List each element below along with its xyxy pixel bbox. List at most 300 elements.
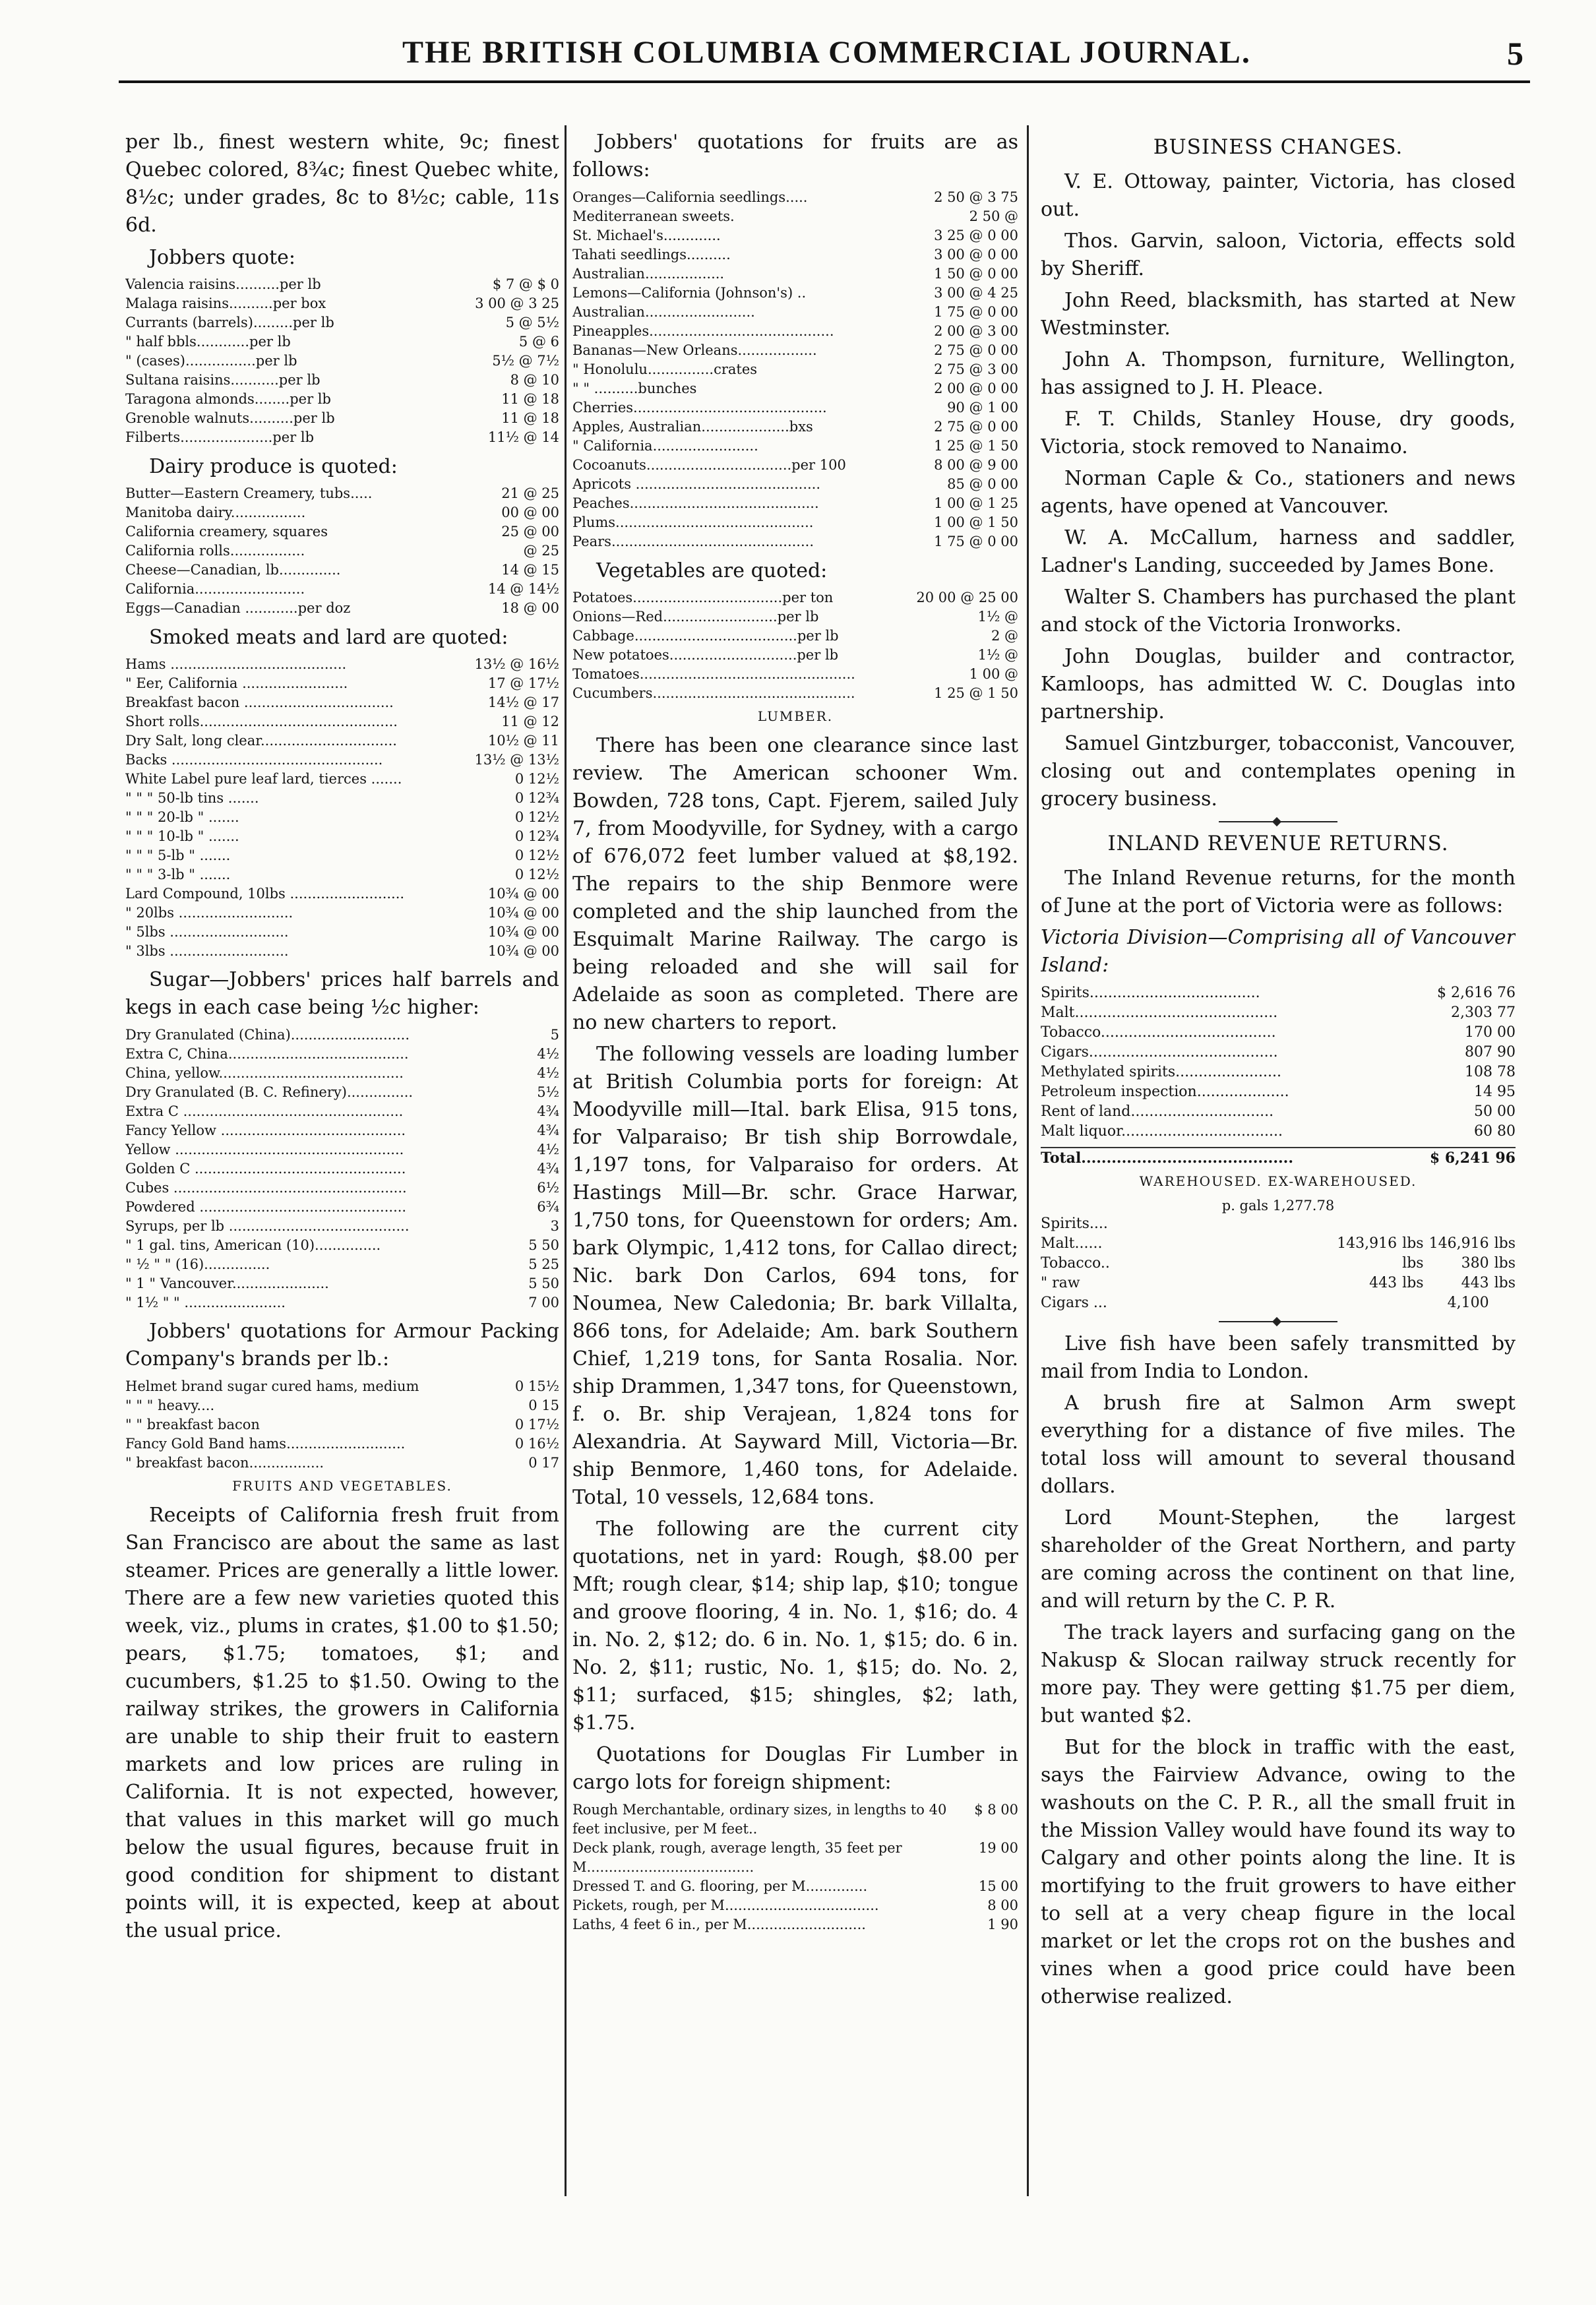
item-value: 0 12¾ — [514, 828, 559, 844]
business-changes-list — [1041, 168, 1516, 813]
table-row — [125, 313, 559, 332]
table-row — [572, 398, 1018, 417]
item-value: 4½ — [537, 1065, 559, 1081]
item-value: 14½ @ 17 — [487, 694, 559, 710]
table-row — [125, 846, 559, 865]
item-value — [1332, 1214, 1397, 1234]
lumber-heading: LUMBER. — [757, 708, 834, 724]
table-row — [125, 923, 559, 942]
item-label: " " breakfast bacon — [125, 1417, 260, 1432]
item-value: 10¾ @ 00 — [487, 905, 559, 921]
item-value: 3 00 @ 4 25 — [934, 285, 1018, 301]
column-rule-2 — [1027, 125, 1029, 2196]
table-row — [125, 693, 559, 712]
table-row — [125, 1159, 559, 1179]
item-value: 60 80 — [1474, 1123, 1516, 1140]
lumber-paragraph-1: There has been one clearance since last review. The American schooner Wm. Bowden, 728 tons, Capt. Fjerem, sailed July 7, from Moodyville, for Sydney, with a cargo of 676,072 feet lumber valued at $8,192. The repairs to the ship Benmore were completed and the ship launched from the Esquimalt Marine Railway. The cargo is being reloaded and she will sail for Adelaide as soon as completed. There are no new charters to report. — [572, 734, 1018, 1034]
fruit-quotations-intro: Jobbers' quotations for fruits are as follows: — [572, 131, 1018, 181]
item-label: Tomatoes................................................. — [572, 666, 855, 682]
item-value: 4½ — [537, 1046, 559, 1062]
item-value: 1½ @ — [977, 609, 1018, 625]
item-label: Plums............................................. — [572, 514, 814, 530]
item-value: 5 — [550, 1027, 559, 1043]
item-label: Australian.................. — [572, 266, 725, 282]
item-label: Peaches........................................... — [572, 495, 819, 511]
item-value: 1½ @ — [977, 647, 1018, 663]
news-paragraph: Live fish have been safely transmitted by mail from India to London. — [1041, 1332, 1516, 1383]
item-value: 1 75 @ 0 00 — [934, 304, 1018, 320]
item-label: Breakfast bacon .................................. — [125, 694, 394, 710]
item-value: 11 @ 18 — [501, 391, 559, 407]
item-value: 0 12½ — [514, 867, 559, 882]
table-row — [125, 1454, 559, 1473]
item-label: Lard Compound, 10lbs .......................... — [125, 886, 405, 902]
item-value: 1 90 — [987, 1917, 1018, 1932]
item-value: 0 12½ — [514, 771, 559, 787]
table-row — [572, 1839, 1018, 1877]
item-label: White Label pure leaf lard, tierces ....... — [125, 771, 402, 787]
item-value: 2 50 @ 3 75 — [934, 189, 1018, 205]
item-value: lbs — [1494, 1255, 1516, 1272]
item-label: Taragona almonds........per lb — [125, 391, 331, 407]
item-value: 2 00 @ 3 00 — [934, 323, 1018, 339]
item-label: " 3lbs ........................... — [125, 943, 289, 959]
item-value: 0 12½ — [514, 809, 559, 825]
table-row — [125, 428, 559, 447]
table-row — [125, 1045, 559, 1064]
item-value: 1 25 @ 1 50 — [934, 685, 1018, 701]
table-row — [125, 371, 559, 390]
meats-heading: Smoked meats and lard are quoted: — [149, 626, 508, 649]
item-value: 0 16½ — [514, 1436, 559, 1452]
news-paragraph: V. E. Ottoway, painter, Victoria, has closed out. — [1041, 170, 1516, 221]
table-row — [125, 1415, 559, 1434]
item-value: lbs — [1402, 1255, 1424, 1272]
item-value: 8 @ 10 — [510, 372, 559, 388]
item-value: 2 @ — [991, 628, 1018, 644]
fruits-vegetables-heading: FRUITS AND VEGETABLES. — [232, 1478, 452, 1494]
item-value: 15 00 — [978, 1878, 1018, 1894]
item-value: 3 25 @ 0 00 — [934, 228, 1018, 243]
table-row — [1041, 1122, 1516, 1142]
item-label: Syrups, per lb ......................................... — [125, 1218, 410, 1234]
news-paragraph: John A. Thompson, furniture, Wellington, has assigned to J. H. Pleace. — [1041, 348, 1516, 399]
table-row — [572, 226, 1018, 245]
item-value: 10¾ @ 00 — [487, 924, 559, 940]
table-row — [572, 341, 1018, 360]
table-row — [125, 1236, 559, 1255]
table-row — [125, 770, 559, 789]
item-value: 50 00 — [1474, 1103, 1516, 1120]
item-value: 5½ @ 7½ — [492, 353, 559, 369]
item-label: " " " 20-lb " ....... — [125, 809, 239, 825]
item-label: Potatoes..................................per ton — [572, 590, 834, 605]
table-row — [1041, 1254, 1516, 1274]
item-label: " " " heavy.... — [125, 1398, 215, 1413]
item-label: " 1 " Vancouver...................... — [125, 1275, 329, 1291]
item-label: " raw — [1041, 1275, 1080, 1291]
item-value: 807 90 — [1465, 1044, 1516, 1060]
table-row — [125, 1064, 559, 1083]
column-right — [1041, 129, 1516, 2015]
item-label: Valencia raisins..........per lb — [125, 276, 321, 292]
item-label: " ½ " " (16)............... — [125, 1256, 270, 1272]
fir-lumber-table — [572, 1800, 1018, 1934]
cheese-intro: per lb., finest western white, 9c; finest Quebec colored, 8¾c; finest Quebec white, 8½c; under grades, 8c to 8½c; cable, 11s 6d. — [125, 131, 559, 237]
item-value: 1 00 @ — [969, 666, 1018, 682]
vegetables-heading: Vegetables are quoted: — [596, 559, 828, 582]
sugar-heading: Sugar—Jobbers' prices half barrels and kegs in each case being ½c higher: — [125, 968, 559, 1019]
vegetables-table — [572, 588, 1018, 703]
item-label: " " " 3-lb " ....... — [125, 867, 231, 882]
item-value: 1 00 @ 1 50 — [934, 514, 1018, 530]
item-label: Dry Granulated (China)........................... — [125, 1027, 410, 1043]
item-label: China, yellow.......................................... — [125, 1065, 404, 1081]
item-label: Cherries............................................ — [572, 400, 827, 415]
item-value: 443 — [1461, 1275, 1489, 1291]
item-label: Cabbage.....................................per lb — [572, 628, 839, 644]
table-row — [125, 731, 559, 751]
item-value: 19 00 — [978, 1840, 1018, 1856]
table-row — [125, 541, 559, 561]
item-label: California rolls................. — [125, 543, 305, 559]
item-value: 2 75 @ 3 00 — [934, 361, 1018, 377]
news-paragraph: John Reed, blacksmith, has started at New Westminster. — [1041, 289, 1516, 340]
table-row — [1041, 1062, 1516, 1082]
item-label: Golden C ................................................ — [125, 1161, 406, 1177]
table-row — [572, 646, 1018, 665]
table-row — [1041, 1214, 1516, 1234]
item-value: lbs — [1494, 1235, 1516, 1252]
item-label: Australian......................... — [572, 304, 755, 320]
item-label: " breakfast bacon................. — [125, 1455, 324, 1471]
table-row — [125, 522, 559, 541]
item-value: 7 00 — [528, 1295, 559, 1310]
item-label: " " ..........bunches — [572, 381, 697, 396]
table-row — [1041, 1102, 1516, 1122]
table-row — [125, 1026, 559, 1045]
table-row — [125, 1274, 559, 1293]
item-value: 11½ @ 14 — [487, 429, 559, 445]
item-label: Malt liquor................................... — [1041, 1123, 1283, 1140]
table-row — [572, 1800, 1018, 1839]
news-paragraph: F. T. Childs, Stanley House, dry goods, Victoria, stock removed to Nanaimo. — [1041, 408, 1516, 458]
item-label: Lemons—California (Johnson's) .. — [572, 285, 807, 301]
table-row — [1041, 1234, 1516, 1254]
item-label: Onions—Red..........................per lb — [572, 609, 819, 625]
item-label: Butter—Eastern Creamery, tubs..... — [125, 485, 373, 501]
item-label: Dry Salt, long clear............................... — [125, 733, 397, 749]
table-row — [572, 284, 1018, 303]
item-value: 8 00 — [987, 1897, 1018, 1913]
item-label: " Honolulu...............crates — [572, 361, 758, 377]
item-label: Spirits..................................... — [1041, 985, 1260, 1001]
item-label: " half bbls............per lb — [125, 334, 291, 350]
item-label: Methylated spirits....................... — [1041, 1064, 1282, 1080]
warehouse-note: p. gals 1,277.78 — [1221, 1198, 1335, 1214]
table-row — [572, 1877, 1018, 1896]
item-label: Currants (barrels).........per lb — [125, 315, 334, 330]
table-row — [572, 207, 1018, 226]
item-label: Grenoble walnuts..........per lb — [125, 410, 335, 426]
item-value: 14 95 — [1474, 1084, 1516, 1100]
table-row — [1041, 1023, 1516, 1043]
table-row — [125, 884, 559, 904]
revenue-intro: The Inland Revenue returns, for the month of June at the port of Victoria were as follows: — [1041, 867, 1516, 917]
table-row — [572, 684, 1018, 703]
item-label: " " " 5-lb " ....... — [125, 847, 231, 863]
item-value: 4¾ — [537, 1161, 559, 1177]
item-label: Filberts.....................per lb — [125, 429, 315, 445]
item-value: 4½ — [537, 1142, 559, 1157]
item-label: New potatoes.............................per lb — [572, 647, 839, 663]
item-label: California......................... — [125, 581, 305, 597]
news-paragraph: Norman Caple & Co., stationers and news agents, have opened at Vancouver. — [1041, 467, 1516, 518]
column-left — [125, 129, 559, 1949]
item-value: 3 00 @ 0 00 — [934, 247, 1018, 262]
item-label: Sultana raisins...........per lb — [125, 372, 321, 388]
table-row — [572, 322, 1018, 341]
table-row — [125, 409, 559, 428]
item-label: Tahati seedlings.......... — [572, 247, 731, 262]
business-changes-heading: BUSINESS CHANGES. — [1153, 135, 1403, 159]
table-row — [572, 303, 1018, 322]
item-value: 90 @ 1 00 — [947, 400, 1018, 415]
item-label: Bananas—New Orleans.................. — [572, 342, 817, 358]
table-row — [572, 475, 1018, 494]
item-value: 0 17 — [528, 1455, 559, 1471]
item-label: Pears.............................................. — [572, 534, 814, 549]
item-label: Oranges—California seedlings..... — [572, 189, 808, 205]
item-value: 00 @ 00 — [501, 505, 559, 520]
item-value: 0 12¾ — [514, 790, 559, 806]
item-label: Apricots .......................................... — [572, 476, 821, 492]
table-row — [572, 513, 1018, 532]
item-value: $ 2,616 76 — [1437, 985, 1516, 1001]
news-paragraph: Samuel Gintzburger, tobacconist, Vancouver, closing out and contemplates opening in grocery business. — [1041, 732, 1516, 811]
table-row — [572, 1896, 1018, 1915]
news-items-list — [1041, 1330, 1516, 2011]
item-label: " 1½ " " ....................... — [125, 1295, 286, 1310]
table-row — [125, 1396, 559, 1415]
news-paragraph: W. A. McCallum, harness and saddler, Ladner's Landing, succeeded by James Bone. — [1041, 526, 1516, 577]
item-label: Cigars......................................... — [1041, 1044, 1278, 1060]
item-label: Pineapples.......................................... — [572, 323, 834, 339]
table-row — [572, 437, 1018, 456]
item-label: " " " 10-lb " ....... — [125, 828, 239, 844]
table-row — [125, 1198, 559, 1217]
item-label: Rent of land............................... — [1041, 1103, 1274, 1120]
lumber-paragraph-2: The following vessels are loading lumber at British Columbia ports for foreign: At Moodyville mill—Ital. bark Elisa, 915 tons, for Valparaiso; Br tish ship Borrowdale, 1,197 tons, for Valparaiso for orders. At Hastings Mill—Br. schr. Grace Harwar, 1,750 tons, for Queenstown for orders; Am. bark Olympic, 1,412 tons, for Callao direct; Nic. bark Don Carlos, 694 tons, for Noumea, New Caledonia; Br. bark Villalta, 866 tons, for Adelaide; Am. bark Southern Chief, 1,219 tons, for Santa Rosalia. Nor. ship Drammen, 1,347 tons, for Queenstown, f. o. Br. ship Verajean, 1,824 tons for Alexandria. At Sayward Mill, Victoria—Br. ship Benmore, 1,460 tons, for Adelaide. Total, 10 vessels, 12,684 tons. — [572, 1043, 1018, 1509]
item-value — [1424, 1214, 1489, 1234]
dried-fruit-table — [125, 275, 559, 447]
column-middle — [572, 129, 1018, 1940]
table-row — [125, 655, 559, 674]
item-label: Backs ................................................ — [125, 752, 383, 768]
item-value: 108 78 — [1465, 1064, 1516, 1080]
item-label: Rough Merchantable, ordinary sizes, in lengths to 40 feet inclusive, per M feet.. — [572, 1802, 947, 1837]
item-value: 143,916 — [1337, 1235, 1397, 1252]
item-label: Laths, 4 feet 6 in., per M........................... — [572, 1917, 866, 1932]
table-row — [125, 1377, 559, 1396]
item-label: Dry Granulated (B. C. Refinery)............... — [125, 1084, 414, 1100]
item-label: Malt...... — [1041, 1235, 1103, 1252]
item-label: St. Michael's............. — [572, 228, 721, 243]
item-label: Malt............................................ — [1041, 1004, 1278, 1021]
news-paragraph: The track layers and surfacing gang on the Nakusp & Slocan railway struck recently for more pay. They were getting $1.75 per diem, but wanted $2. — [1041, 1621, 1516, 1727]
item-value: 5 50 — [528, 1237, 559, 1253]
item-label: " Eer, California ........................ — [125, 675, 348, 691]
table-row — [125, 390, 559, 409]
table-row — [1041, 1003, 1516, 1023]
lumber-paragraph-3: The following are the current city quotations, net in yard: Rough, $8.00 per Mft; rough clear, $14; ship lap, $10; tongue and groove flooring, 4 in. No. 1, $16; do. 4 in. No. 2, $12; do. 6 in. No. 1, $15; do. 6 in. No. 2, $11; rustic, No. 1, $15; do. No. 2, $11; surfaced, $15; shingles, $2; lath, $1.75. — [572, 1518, 1018, 1735]
item-label: California creamery, squares — [125, 524, 328, 539]
item-value: 13½ @ 13½ — [474, 752, 559, 768]
item-value: 5½ — [537, 1084, 559, 1100]
column-rule-1 — [565, 125, 567, 2196]
news-paragraph: A brush fire at Salmon Arm swept everything for a distance of five miles. The total loss will amount to several thousand dollars. — [1041, 1392, 1516, 1498]
item-value: 10¾ @ 00 — [487, 943, 559, 959]
item-value: 14 @ 15 — [501, 562, 559, 578]
item-value: 17 @ 17½ — [487, 675, 559, 691]
table-row — [125, 294, 559, 313]
item-label: Extra C .................................................. — [125, 1103, 404, 1119]
table-row — [572, 360, 1018, 379]
item-value: 2 75 @ 0 00 — [934, 342, 1018, 358]
table-row — [125, 332, 559, 352]
item-value: 20 00 @ 25 00 — [916, 590, 1018, 605]
item-value: 1 50 @ 0 00 — [934, 266, 1018, 282]
item-value — [1332, 1293, 1397, 1313]
table-row — [572, 1915, 1018, 1934]
table-row — [125, 808, 559, 827]
table-row — [1041, 1043, 1516, 1062]
item-value: 21 @ 25 — [501, 485, 559, 501]
revenue-division: Victoria Division—Comprising all of Vancouver Island: — [1041, 926, 1516, 977]
table-row — [125, 865, 559, 884]
item-label: Powdered ............................................... — [125, 1199, 407, 1215]
table-row — [1041, 1293, 1516, 1313]
inland-revenue-heading: INLAND REVENUE RETURNS. — [1107, 832, 1449, 855]
item-value: 6¾ — [537, 1199, 559, 1215]
table-row — [1041, 983, 1516, 1003]
item-value: 3 — [550, 1218, 559, 1234]
table-row — [572, 627, 1018, 646]
item-value: 25 @ 00 — [501, 524, 559, 539]
table-row — [572, 264, 1018, 284]
table-row — [125, 1255, 559, 1274]
dairy-heading: Dairy produce is quoted: — [149, 455, 398, 478]
item-value — [1489, 1214, 1516, 1234]
table-row — [125, 580, 559, 599]
table-row — [125, 484, 559, 503]
item-label: Petroleum inspection.................... — [1041, 1084, 1289, 1100]
item-value — [1397, 1293, 1423, 1313]
item-value: 2 75 @ 0 00 — [934, 419, 1018, 435]
section-divider-2 — [1219, 1318, 1337, 1325]
item-value: 1 00 @ 1 25 — [934, 495, 1018, 511]
item-label: Manitoba dairy................. — [125, 505, 306, 520]
meats-table — [125, 655, 559, 961]
news-paragraph: Lord Mount-Stephen, the largest shareholder of the Great Northern, and party are coming across the continent on that line, and will return by the C. P. R. — [1041, 1506, 1516, 1613]
item-value: 0 12½ — [514, 847, 559, 863]
item-value: 3 00 @ 3 25 — [475, 295, 559, 311]
item-value: 11 @ 18 — [501, 410, 559, 426]
section-divider — [1219, 818, 1337, 825]
table-row — [125, 1140, 559, 1159]
table-row — [572, 607, 1018, 627]
item-value — [1332, 1254, 1397, 1274]
item-label: Apples, Australian....................bxs — [572, 419, 813, 435]
table-row — [1041, 1082, 1516, 1102]
sugar-table — [125, 1026, 559, 1312]
item-value: lbs — [1494, 1275, 1516, 1291]
table-row — [125, 674, 559, 693]
table-row — [125, 503, 559, 522]
item-label: Mediterranean sweets. — [572, 208, 735, 224]
table-row — [125, 1179, 559, 1198]
item-label: Fancy Gold Band hams........................... — [125, 1436, 406, 1452]
item-value: 4,100 — [1447, 1295, 1489, 1311]
journal-title: THE BRITISH COLUMBIA COMMERCIAL JOURNAL. — [402, 35, 1251, 70]
table-row — [572, 456, 1018, 475]
item-label: Yellow .................................................... — [125, 1142, 404, 1157]
lumber-paragraph-4: Quotations for Douglas Fir Lumber in cargo lots for foreign shipment: — [572, 1743, 1018, 1794]
item-value: 380 — [1461, 1255, 1489, 1272]
table-row — [125, 827, 559, 846]
table-row — [1041, 1274, 1516, 1293]
item-label: Extra C, China......................................... — [125, 1046, 409, 1062]
item-value — [1397, 1214, 1423, 1234]
item-value: 6½ — [537, 1180, 559, 1196]
jobbers-quote-label: Jobbers quote: — [149, 246, 296, 269]
table-row — [125, 1293, 559, 1312]
fruits-article: Receipts of California fresh fruit from San Francisco are about the same as last steamer. Prices are generally a little lower. There are a few new varieties quoted this week, viz., plums in crates, $1.00 to $1.50; pears, $1.75; tomatoes, $1; and cucumbers, $1.25 to $1.50. Owing to the railway strikes, the growers in California are unable to ship their fruit to eastern markets and low prices are ruling in California. It is not expected, however, that values in this market will go much below the usual figures, because fruit in good condition for shipment to distant points will, it is expected, keep at about the usual price. — [125, 1504, 559, 1942]
item-label: Hams ........................................ — [125, 656, 347, 672]
armour-table — [125, 1377, 559, 1473]
item-value: 1 75 @ 0 00 — [934, 534, 1018, 549]
item-value: 146,916 — [1428, 1235, 1489, 1252]
news-paragraph: But for the block in traffic with the east, says the Fairview Advance, owing to the washouts on the C. P. R., all the small fruit in the Mission Valley would have found its way to Calgary and other points along the line. It is mortifying to the fruit growers to have either to sell at a very cheap figure in the local market or let the crops rot on the bushes and vines when a good price could have been otherwise realized. — [1041, 1736, 1516, 2008]
dairy-table — [125, 484, 559, 618]
item-label: Eggs—Canadian ............per doz — [125, 600, 351, 616]
item-label: Cubes ..................................................... — [125, 1180, 407, 1196]
item-label: " California........................ — [572, 438, 758, 454]
item-label: Tobacco.. — [1041, 1255, 1110, 1272]
page-number: 5 — [1507, 35, 1523, 72]
item-value: 18 @ 00 — [501, 600, 559, 616]
item-value: 13½ @ 16½ — [474, 656, 559, 672]
item-value: 1 25 @ 1 50 — [934, 438, 1018, 454]
news-paragraph: John Douglas, builder and contractor, Kamloops, has admitted W. C. Douglas into partnership. — [1041, 645, 1516, 723]
revenue-total-label: Total.......................................... — [1041, 1150, 1293, 1167]
table-row — [125, 1434, 559, 1454]
table-row — [125, 789, 559, 808]
item-value: lbs — [1402, 1235, 1424, 1252]
table-row — [572, 417, 1018, 437]
item-value: 4¾ — [537, 1103, 559, 1119]
item-value: 8 00 @ 9 00 — [934, 457, 1018, 473]
table-row — [125, 561, 559, 580]
item-value: 0 17½ — [514, 1417, 559, 1432]
item-value: 170 00 — [1465, 1024, 1516, 1041]
item-value: 85 @ 0 00 — [947, 476, 1018, 492]
item-label: " 1 gal. tins, American (10)............... — [125, 1237, 381, 1253]
revenue-table — [1041, 983, 1516, 1142]
table-row — [125, 1121, 559, 1140]
item-value: 2 00 @ 0 00 — [934, 381, 1018, 396]
item-label: Short rolls............................................. — [125, 714, 398, 729]
